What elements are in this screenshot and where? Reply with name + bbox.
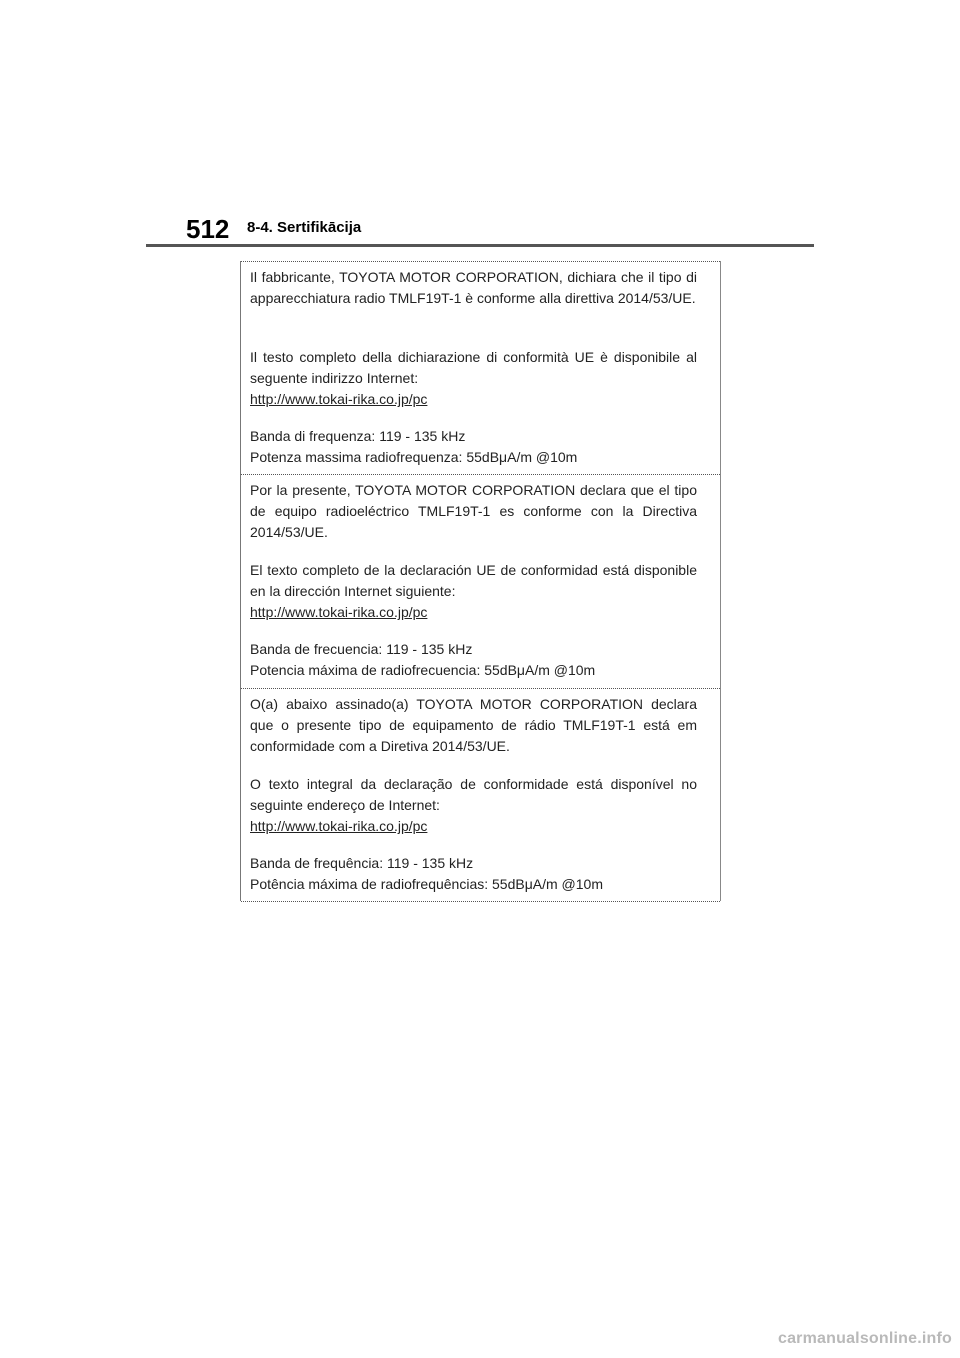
declaration-text — [250, 694, 697, 757]
declaration-text — [250, 267, 697, 309]
declaration-text — [250, 480, 697, 543]
declaration-url-link[interactable]: http://www.tokai-rika.co.jp/pc — [250, 818, 428, 834]
frequency-paragraph — [250, 426, 697, 468]
availability-text: El texto completo de la declaración UE de conformidad está disponible en la dirección Internet siguiente: — [250, 562, 697, 599]
page-number: 512 — [186, 214, 230, 244]
max-power: Potencia máxima de radiofrecuencia: 55dBμA/m @10m — [250, 662, 596, 678]
max-power: Potenza massima radiofrequenza: 55dBμA/m @10m — [250, 449, 578, 465]
certification-section-spanish — [241, 474, 720, 688]
availability-text: Il testo completo della dichiarazione di conformità UE è disponibile al seguente indirizzo Internet: — [250, 349, 697, 386]
certification-section-italian — [241, 261, 720, 474]
site-watermark: carmanualsonline.info — [777, 1330, 952, 1347]
declaration-text-content: Por la presente, TOYOTA MOTOR CORPORATION declara que el tipo de equipo radioeléctrico TMLF19T-1 es conforme con la Directiva 2014/53/UE. — [250, 482, 697, 540]
certification-box — [240, 261, 721, 901]
availability-text: O texto integral da declaração de conformidade está disponível no seguinte endereço de Internet: — [250, 776, 697, 813]
declaration-text-content: Il fabbricante, TOYOTA MOTOR CORPORATION, dichiara che il tipo di apparecchiatura radio TMLF19T-1 è conforme alla direttiva 2014/53/UE. — [250, 269, 697, 306]
declaration-url-link[interactable]: http://www.tokai-rika.co.jp/pc — [250, 391, 428, 407]
frequency-band: Banda de frecuencia: 119 - 135 kHz — [250, 641, 473, 657]
section-title: 8-4. Sertifikācija — [247, 219, 362, 236]
availability-paragraph — [250, 560, 697, 623]
frequency-band: Banda de frequência: 119 - 135 kHz — [250, 855, 474, 871]
header-divider — [146, 244, 814, 247]
declaration-text-content: O(a) abaixo assinado(a) TOYOTA MOTOR CORPORATION declara que o presente tipo de equipamento de rádio TMLF19T-1 está em conformidade com a Diretiva 2014/53/UE. — [250, 696, 697, 754]
availability-paragraph — [250, 347, 697, 410]
page-header — [0, 0, 960, 250]
frequency-band: Banda di frequenza: 119 - 135 kHz — [250, 428, 466, 444]
frequency-paragraph — [250, 639, 697, 681]
certification-section-portuguese — [241, 688, 720, 902]
availability-paragraph — [250, 774, 697, 837]
declaration-url-link[interactable]: http://www.tokai-rika.co.jp/pc — [250, 604, 428, 620]
frequency-paragraph — [250, 853, 697, 895]
max-power: Potência máxima de radiofrequências: 55dBμA/m @10m — [250, 876, 604, 892]
